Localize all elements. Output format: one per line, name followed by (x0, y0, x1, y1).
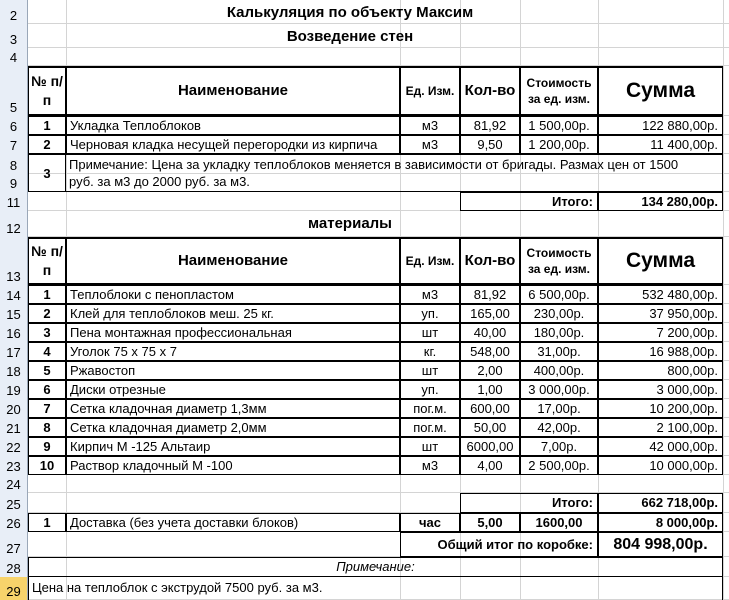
walls-cell-sum[interactable]: 122 880,00р. (598, 116, 723, 135)
materials-cell-price[interactable]: 17,00р. (520, 399, 598, 418)
walls-cell-unit[interactable]: м3 (400, 116, 460, 135)
header-unit[interactable]: Ед. Изм. (400, 66, 460, 116)
header-unit[interactable]: Ед. Изм. (400, 237, 460, 285)
walls-cell-qty[interactable]: 9,50 (460, 135, 520, 154)
materials-cell-price[interactable]: 230,00р. (520, 304, 598, 323)
row-number[interactable]: 19 (0, 380, 28, 399)
grand-total-label[interactable]: Общий итог по коробке: (400, 532, 598, 557)
row-number[interactable]: 27 (0, 532, 28, 557)
header-price[interactable]: Стоимость за ед. изм. (520, 66, 598, 116)
materials-cell-sum[interactable]: 10 000,00р. (598, 456, 723, 475)
row-number[interactable]: 29 (0, 577, 28, 600)
materials-cell-price[interactable]: 7,00р. (520, 437, 598, 456)
materials-cell-num[interactable]: 9 (28, 437, 66, 456)
materials-cell-name[interactable]: Сетка кладочная диаметр 2,0мм (66, 418, 400, 437)
row-number[interactable]: 8 (0, 154, 28, 174)
materials-cell-qty[interactable]: 4,00 (460, 456, 520, 475)
row-number[interactable]: 20 (0, 399, 28, 418)
materials-cell-name[interactable]: Уголок 75 х 75 х 7 (66, 342, 400, 361)
walls-cell-num[interactable]: 2 (28, 135, 66, 154)
materials-cell-unit[interactable]: пог.м. (400, 418, 460, 437)
delivery-sum[interactable]: 8 000,00р. (598, 513, 723, 532)
walls-cell-price[interactable]: 1 500,00р. (520, 116, 598, 135)
row-number[interactable]: 4 (0, 48, 28, 66)
materials-cell-price[interactable]: 400,00р. (520, 361, 598, 380)
row-number[interactable]: 26 (0, 513, 28, 532)
materials-cell-name[interactable]: Теплоблоки с пенопластом (66, 285, 400, 304)
row-number[interactable]: 13 (0, 237, 28, 285)
note-line-2[interactable]: руб. за м3 до 2000 руб. за м3. (66, 174, 723, 192)
materials-cell-sum[interactable]: 16 988,00р. (598, 342, 723, 361)
walls-cell-name[interactable]: Укладка Теплоблоков (66, 116, 400, 135)
header-name[interactable]: Наименование (66, 66, 400, 116)
note-number[interactable]: 3 (28, 154, 66, 192)
row-number[interactable]: 11 (0, 192, 28, 211)
materials-cell-sum[interactable]: 10 200,00р. (598, 399, 723, 418)
materials-cell-qty[interactable]: 6000,00 (460, 437, 520, 456)
materials-cell-qty[interactable]: 600,00 (460, 399, 520, 418)
materials-cell-unit[interactable]: уп. (400, 304, 460, 323)
row-number[interactable]: 23 (0, 456, 28, 475)
walls-cell-num[interactable]: 1 (28, 116, 66, 135)
materials-cell-unit[interactable]: м3 (400, 456, 460, 475)
materials-cell-num[interactable]: 8 (28, 418, 66, 437)
materials-cell-name[interactable]: Диски отрезные (66, 380, 400, 399)
materials-cell-sum[interactable]: 42 000,00р. (598, 437, 723, 456)
delivery-name[interactable]: Доставка (без учета доставки блоков) (66, 513, 400, 532)
materials-cell-unit[interactable]: шт (400, 323, 460, 342)
walls-cell-sum[interactable]: 11 400,00р. (598, 135, 723, 154)
materials-cell-price[interactable]: 180,00р. (520, 323, 598, 342)
materials-cell-unit[interactable]: шт (400, 361, 460, 380)
row-number[interactable]: 18 (0, 361, 28, 380)
remark-text[interactable]: Цена на теплоблок с экструдой 7500 руб. за м3. (28, 577, 723, 600)
materials-cell-num[interactable]: 10 (28, 456, 66, 475)
materials-cell-qty[interactable]: 50,00 (460, 418, 520, 437)
materials-cell-qty[interactable]: 165,00 (460, 304, 520, 323)
walls-total-value[interactable]: 134 280,00р. (598, 192, 723, 211)
section-materials-title[interactable]: материалы (308, 215, 392, 232)
materials-total-value[interactable]: 662 718,00р. (598, 493, 723, 513)
header-sum[interactable]: Сумма (598, 66, 723, 116)
delivery-number[interactable]: 1 (28, 513, 66, 532)
materials-cell-sum[interactable]: 3 000,00р. (598, 380, 723, 399)
materials-cell-num[interactable]: 1 (28, 285, 66, 304)
materials-cell-num[interactable]: 6 (28, 380, 66, 399)
materials-cell-unit[interactable]: уп. (400, 380, 460, 399)
materials-total-label[interactable]: Итого: (460, 493, 598, 513)
materials-cell-price[interactable]: 3 000,00р. (520, 380, 598, 399)
row-number[interactable]: 7 (0, 135, 28, 154)
materials-cell-num[interactable]: 5 (28, 361, 66, 380)
materials-cell-sum[interactable]: 2 100,00р. (598, 418, 723, 437)
materials-cell-unit[interactable]: пог.м. (400, 399, 460, 418)
header-num[interactable]: № п/п (28, 66, 66, 116)
materials-cell-name[interactable]: Сетка кладочная диаметр 1,3мм (66, 399, 400, 418)
row-number[interactable]: 6 (0, 116, 28, 135)
materials-cell-sum[interactable]: 7 200,00р. (598, 323, 723, 342)
header-sum[interactable]: Сумма (598, 237, 723, 285)
row-number[interactable]: 12 (0, 211, 28, 237)
materials-cell-name[interactable]: Кирпич М -125 Альтаир (66, 437, 400, 456)
row-number[interactable]: 5 (0, 66, 28, 116)
materials-cell-name[interactable]: Ржавостоп (66, 361, 400, 380)
row-number[interactable]: 16 (0, 323, 28, 342)
materials-cell-sum[interactable]: 800,00р. (598, 361, 723, 380)
remark-label[interactable]: Примечание: (28, 557, 723, 577)
materials-cell-num[interactable]: 4 (28, 342, 66, 361)
materials-cell-qty[interactable]: 548,00 (460, 342, 520, 361)
walls-cell-qty[interactable]: 81,92 (460, 116, 520, 135)
walls-cell-price[interactable]: 1 200,00р. (520, 135, 598, 154)
header-qty[interactable]: Кол-во (460, 66, 520, 116)
delivery-unit[interactable]: час (400, 513, 460, 532)
materials-cell-name[interactable]: Пена монтажная профессиональная (66, 323, 400, 342)
row-number[interactable]: 22 (0, 437, 28, 456)
walls-cell-name[interactable]: Черновая кладка несущей перегородки из кирпича (66, 135, 400, 154)
materials-cell-num[interactable]: 3 (28, 323, 66, 342)
row-number[interactable]: 17 (0, 342, 28, 361)
header-num[interactable]: № п/п (28, 237, 66, 285)
grand-total-value[interactable]: 804 998,00р. (598, 532, 723, 557)
header-price[interactable]: Стоимость за ед. изм. (520, 237, 598, 285)
materials-cell-unit[interactable]: шт (400, 437, 460, 456)
materials-cell-unit[interactable]: м3 (400, 285, 460, 304)
delivery-qty[interactable]: 5,00 (460, 513, 520, 532)
materials-cell-num[interactable]: 7 (28, 399, 66, 418)
section-walls-title[interactable]: Возведение стен (286, 28, 414, 45)
materials-cell-price[interactable]: 6 500,00р. (520, 285, 598, 304)
materials-cell-sum[interactable]: 532 480,00р. (598, 285, 723, 304)
sheet-title[interactable]: Калькуляция по объекту Максим (226, 4, 474, 21)
materials-cell-sum[interactable]: 37 950,00р. (598, 304, 723, 323)
materials-cell-qty[interactable]: 81,92 (460, 285, 520, 304)
materials-cell-price[interactable]: 2 500,00р. (520, 456, 598, 475)
materials-cell-unit[interactable]: кг. (400, 342, 460, 361)
materials-cell-qty[interactable]: 2,00 (460, 361, 520, 380)
row-number[interactable]: 25 (0, 493, 28, 513)
materials-cell-name[interactable]: Раствор кладочный М -100 (66, 456, 400, 475)
materials-cell-name[interactable]: Клей для теплоблоков меш. 25 кг. (66, 304, 400, 323)
walls-total-label[interactable]: Итого: (460, 192, 598, 211)
delivery-price[interactable]: 1600,00 (520, 513, 598, 532)
row-number[interactable]: 3 (0, 24, 28, 48)
row-number[interactable]: 14 (0, 285, 28, 304)
header-qty[interactable]: Кол-во (460, 237, 520, 285)
materials-cell-price[interactable]: 42,00р. (520, 418, 598, 437)
row-number[interactable]: 15 (0, 304, 28, 323)
materials-cell-qty[interactable]: 40,00 (460, 323, 520, 342)
row-number[interactable]: 9 (0, 174, 28, 192)
row-number[interactable]: 2 (0, 0, 28, 24)
row-number[interactable]: 24 (0, 475, 28, 493)
materials-cell-price[interactable]: 31,00р. (520, 342, 598, 361)
column-gridline (723, 0, 724, 600)
materials-cell-num[interactable]: 2 (28, 304, 66, 323)
row-number[interactable]: 28 (0, 557, 28, 577)
materials-cell-qty[interactable]: 1,00 (460, 380, 520, 399)
header-name[interactable]: Наименование (66, 237, 400, 285)
note-line-1[interactable]: Примечание: Цена за укладку теплоблоков меняется в зависимости от бригады. Размах цен от 1500 (66, 154, 723, 174)
row-number[interactable]: 21 (0, 418, 28, 437)
walls-cell-unit[interactable]: м3 (400, 135, 460, 154)
